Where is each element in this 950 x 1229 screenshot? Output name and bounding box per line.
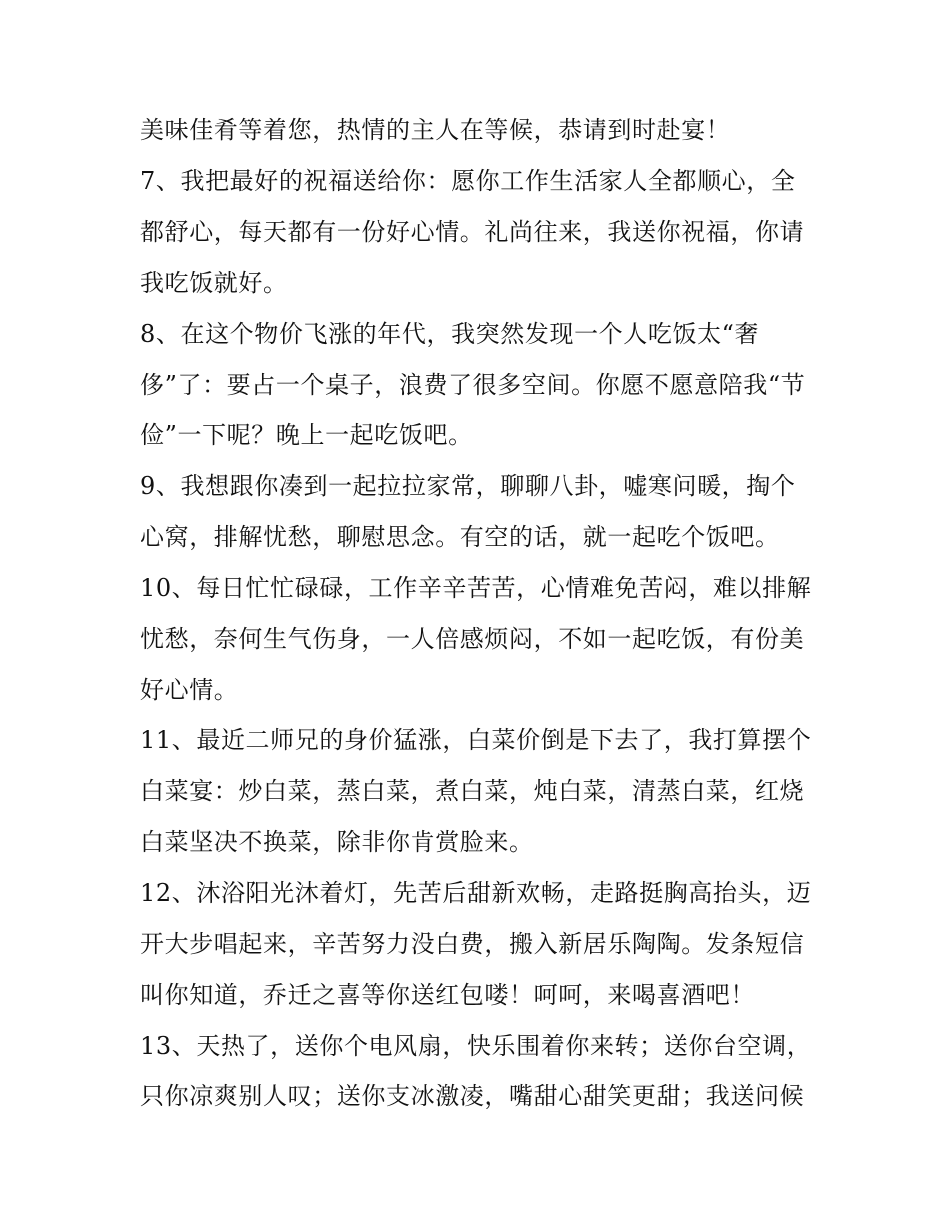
text-line: 只你凉爽别人叹；送你支冰激凌，嘴甜心甜笑更甜；我送问候 [140, 1082, 805, 1110]
text-line: 美味佳肴等着您，热情的主人在等候，恭请到时赴宴！ [140, 116, 731, 144]
text-line: 我吃饭就好。 [140, 269, 288, 297]
text-line: 好心情。 [140, 676, 239, 704]
text-line: 开大步唱起来，辛苦努力没白费，搬入新居乐陶陶。发条短信 [140, 930, 805, 958]
text-line: 侈”了：要占一个桌子，浪费了很多空间。你愿不愿意陪我“节 [140, 371, 806, 399]
text-line: 10、每日忙忙碌碌，工作辛辛苦苦，心情难免苦闷，难以排解 [140, 574, 812, 602]
text-line: 8、在这个物价飞涨的年代，我突然发现一个人吃饭太“奢 [140, 320, 760, 348]
text-line: 11、最近二师兄的身价猛涨，白菜价倒是下去了，我打算摆个 [140, 726, 812, 754]
text-line: 13、天热了，送你个电风扇，快乐围着你来转；送你台空调， [140, 1032, 812, 1060]
text-line: 叫你知道，乔迁之喜等你送红包喽！呵呵，来喝喜酒吧！ [140, 981, 755, 1009]
text-line: 12、沐浴阳光沐着灯，先苦后甜新欢畅，走路挺胸高抬头，迈 [140, 879, 812, 907]
text-line: 心窝，排解忧愁，聊慰思念。有空的话，就一起吃个饭吧。 [140, 523, 780, 551]
text-line: 9、我想跟你凑到一起拉拉家常，聊聊八卦，嘘寒问暖，掏个 [140, 472, 796, 500]
text-line: 白菜坚决不换菜，除非你肯赏脸来。 [140, 828, 534, 856]
text-line: 7、我把最好的祝福送给你：愿你工作生活家人全都顺心，全 [140, 167, 796, 195]
text-line: 俭”一下呢？晚上一起吃饭吧。 [140, 421, 473, 449]
text-line: 白菜宴：炒白菜，蒸白菜，煮白菜，炖白菜，清蒸白菜，红烧 [140, 777, 805, 805]
text-line: 忧愁，奈何生气伤身，一人倍感烦闷，不如一起吃饭，有份美 [140, 625, 805, 653]
text-line: 都舒心，每天都有一份好心情。礼尚往来，我送你祝福，你请 [140, 218, 805, 246]
